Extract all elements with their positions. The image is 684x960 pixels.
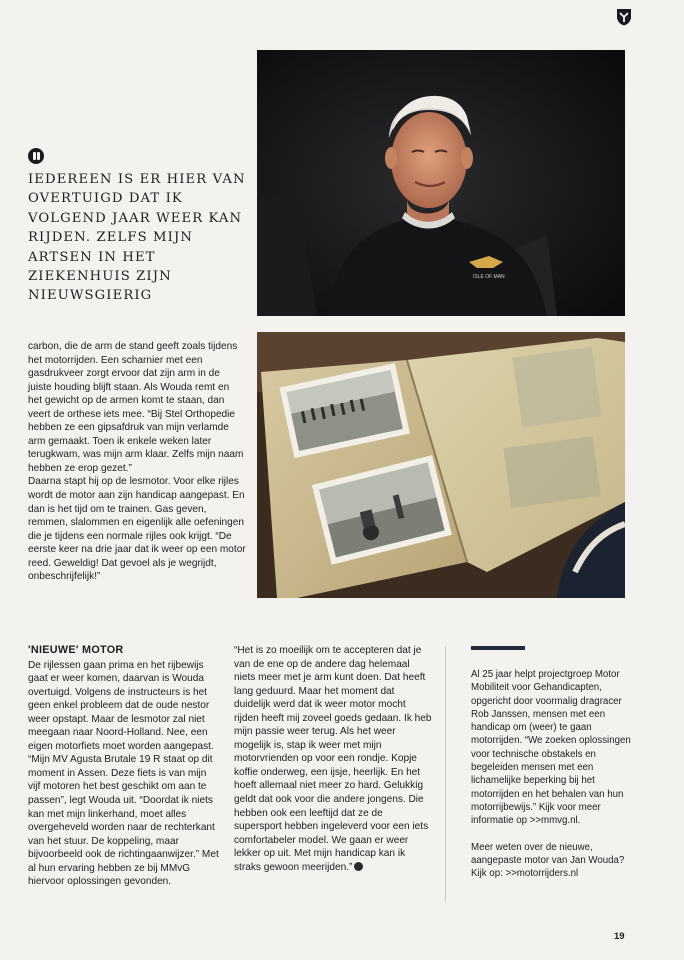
quote-icon (28, 148, 44, 164)
photo-album-photo (257, 332, 625, 598)
magazine-logo-icon (615, 8, 633, 26)
end-mark-icon (354, 862, 363, 871)
paragraph: De rijlessen gaan prima en het rijbewijs gaat er weer komen, daarvan is Wouda overtuigd. Volgens de instructeurs is het geen enkel probleem dat de oude nestor weer opstapt. Maar de lesmotor zal niet meegaan naar Noord-Holland. Nee, een eigen motorfiets moet worden aangepast. “Mijn MV Agusta Brutale 19 R staat op dit moment in Assen. Deze fiets is van mijn vijf motoren het best geschikt om aan te passen”, legt Wouda uit. “Doordat ik niets kan met mijn linkerhand, moet alles overgeheveld worden naar de rechterkant van het stuur. De koppeling, maar bijvoorbeeld ook de richtingaanwijzer.” Met al hun ervaring hebben ze bij MMvG hiervoor oplossingen gevonden. (28, 659, 219, 888)
page-number: 19 (614, 931, 625, 942)
column-divider (445, 646, 446, 902)
pull-quote: IEDEREEN IS ER HIER VAN OVERTUIGD DAT IK VOLGEND JAAR WEER KAN RIJDEN. ZELFS MIJN ARTSEN IN HET ZIEKENHUIS ZIJN NIEUWSGIERIG (28, 172, 246, 304)
sidebar-text: Al 25 jaar helpt projectgroep Motor Mobiliteit voor Gehandicapten, opgericht door voormalig dragracer Rob Janssen, mensen met een handicap om (weer) te gaan motorrijden. “We zoeken oplossingen voor technische obstakels en begeleiden mensen met een lichamelijke beperking bij het motorrijden en het behalen van hun motorrijbewijs.” Kijk voor meer informatie op >>mmvg.nl. (471, 669, 631, 827)
article-column-2 (234, 644, 432, 874)
paragraph (234, 644, 432, 874)
section-heading: 'NIEUWE' MOTOR (28, 644, 124, 656)
portrait-photo (257, 50, 625, 316)
sidebar-rule (471, 646, 525, 650)
shirt-logo-text: ISLE OF MAN (473, 274, 505, 280)
sidebar-box (471, 668, 631, 880)
article-column-1-top (28, 340, 246, 584)
paragraph: carbon, die de arm de stand geeft zoals tijdens het motorrijden. Een scharnier met een gasdrukveer zorgt ervoor dat zijn arm in de juiste houding blijft staan. Als Wouda remt en het gewicht op de armen komt te staan, dan veert de orthese iets mee. “Bij Stel Orthopedie hebben ze een gipsafdruk van mijn verlamde arm gemaakt. Toen ik enkele weken later terugkwam, was mijn arm klaar. Zelfs mijn naam hebben ze erop gezet.” (28, 341, 244, 474)
paragraph-text: “Het is zo moeilijk om te accepteren dat je van de ene op de andere dag helemaal niets meer met je arm kunt doen. Dat heeft lang geduurd. Maar het moment dat duidelijk werd dat ik weer motor mocht rijden heeft mij zoveel goeds gedaan. Ik heb mijn passie weer terug. Als het weer mogelijk is, stap ik weer met mijn motorvrienden op voor een rondje. Kopje koffie onderweg, een ijsje, heerlijk. En het hoeft allemaal niet meer zo hard. Gelukkig geldt dat ook voor die andere jongens. Die hebben ook een leeftijd dat ze de supersport hebben ingeleverd voor een iets comfortabeler model. We gaan er weer lekker op uit. Met mijn handicap kan ik straks gewoon meerijden.” (234, 645, 432, 873)
sidebar-text-more: Meer weten over de nieuwe, aangepaste motor van Jan Wouda? Kijk op: >>motorrijders.nl (471, 841, 625, 880)
article-column-1-bottom (28, 644, 220, 889)
paragraph: Daarna stapt hij op de lesmotor. Voor elke rijles wordt de motor aan zijn handicap aangepast. En dan is het tijd om te trainen. Gas geven, remmen, slalommen en eigenlijk alle oefeningen die je tijdens een normale rijles ook krijgt. “De eerste keer na drie jaar dat ik weer op een motor reed. Geweldig! Dat gevoel als je wegrijdt, onbeschrijfelijk!” (28, 476, 246, 583)
